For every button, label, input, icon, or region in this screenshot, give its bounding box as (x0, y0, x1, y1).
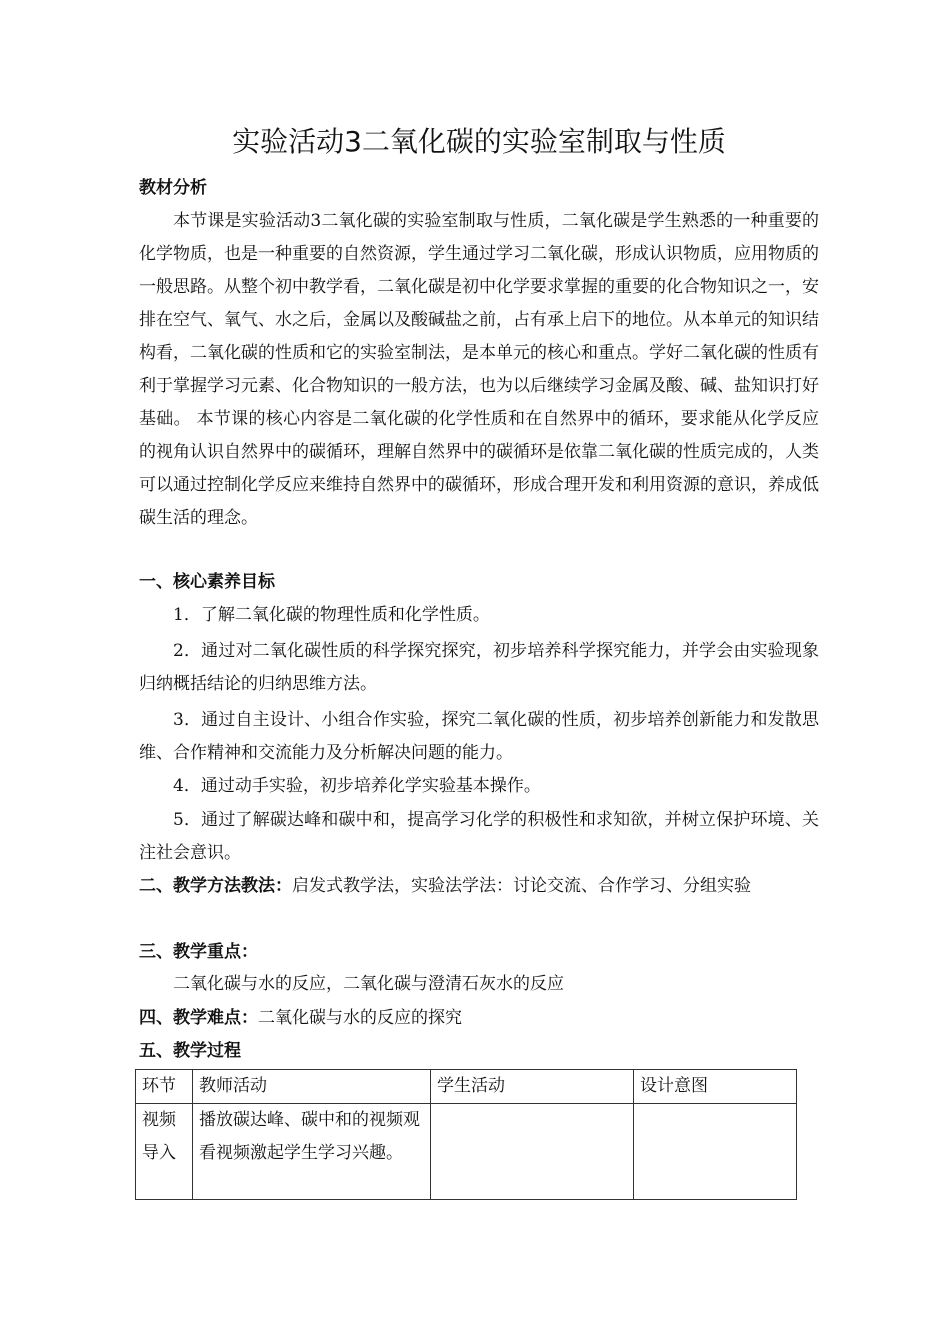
analysis-paragraph: 本节课是实验活动3二氧化碳的实验室制取与性质，二氧化碳是学生熟悉的一种重要的化学物质，也是一种重要的自然资源，学生通过学习二氧化碳，形成认识物质，应用物质的一般思路。从整个初中教学看，二氧化碳是初中化学要求掌握的重要的化合物知识之一，安排在空气、氧气、水之后，金属以及酸碱盐之前，占有承上启下的地位。从本单元的知识结构看，二氧化碳的性质和它的实验室制法，是本单元的核心和重点。学好二氧化碳的性质有利于掌握学习元素、化合物知识的一般方法，也为以后继续学习金属及酸、碱、盐知识打好基础。 本节课的核心内容是二氧化碳的化学性质和在自然界中的循环，要求能从化学反应的视角认识自然界中的碳循环，理解自然界中的碳循环是依靠二氧化碳的性质完成的，人类可以通过控制化学反应来维持自然界中的碳循环，形成合理开发和利用资源的意识，养成低碳生活的理念。 (139, 211, 819, 528)
table-header-row (136, 1070, 797, 1104)
section-heading-difficulty: 四、教学难点： (139, 1008, 258, 1028)
methods-paragraph (139, 870, 819, 903)
section-heading-methods: 二、教学方法教法： (139, 876, 292, 896)
goal-item-2: 2．通过对二氧化碳性质的科学探究探究，初步培养科学探究能力，并学会由实验现象归纳概括结论的归纳思维方法。 (139, 641, 819, 694)
table-header-cell: 环节 (136, 1070, 193, 1104)
goal-item-3: 3．通过自主设计、小组合作实验，探究二氧化碳的性质，初步培养创新能力和发散思维、合作精神和交流能力及分析解决问题的能力。 (139, 710, 819, 763)
goal-item-1: 1．了解二氧化碳的物理性质和化学性质。 (173, 605, 490, 625)
section-heading-analysis: 教材分析 (139, 178, 207, 198)
section-heading-goals: 一、核心素养目标 (139, 572, 275, 592)
difficulty-paragraph (139, 1002, 819, 1035)
table-header-cell: 学生活动 (431, 1070, 634, 1104)
goal-item-4: 4．通过动手实验，初步培养化学实验基本操作。 (173, 776, 541, 796)
goal-item-5: 5．通过了解碳达峰和碳中和，提高学习化学的积极性和求知欲，并树立保护环境、关注社会意识。 (139, 810, 819, 863)
methods-text: 启发式教学法，实验法学法：讨论交流、合作学习、分组实验 (292, 876, 751, 896)
process-table (135, 1069, 797, 1200)
document-title: 实验活动3二氧化碳的实验室制取与性质 (232, 125, 726, 158)
table-cell-intent (634, 1104, 797, 1200)
section-heading-keypoints: 三、教学重点： (139, 942, 258, 962)
table-row (136, 1104, 797, 1200)
table-cell-teacher: 播放碳达峰、碳中和的视频观看视频激起学生学习兴趣。 (193, 1104, 431, 1200)
keypoints-text: 二氧化碳与水的反应，二氧化碳与澄清石灰水的反应 (173, 974, 564, 994)
table-header-cell: 教师活动 (193, 1070, 431, 1104)
difficulty-text: 二氧化碳与水的反应的探究 (258, 1008, 462, 1028)
table-header-cell: 设计意图 (634, 1070, 797, 1104)
table-cell-student (431, 1104, 634, 1200)
section-heading-process: 五、教学过程 (139, 1041, 241, 1061)
table-cell-stage: 视频导入 (136, 1104, 193, 1200)
